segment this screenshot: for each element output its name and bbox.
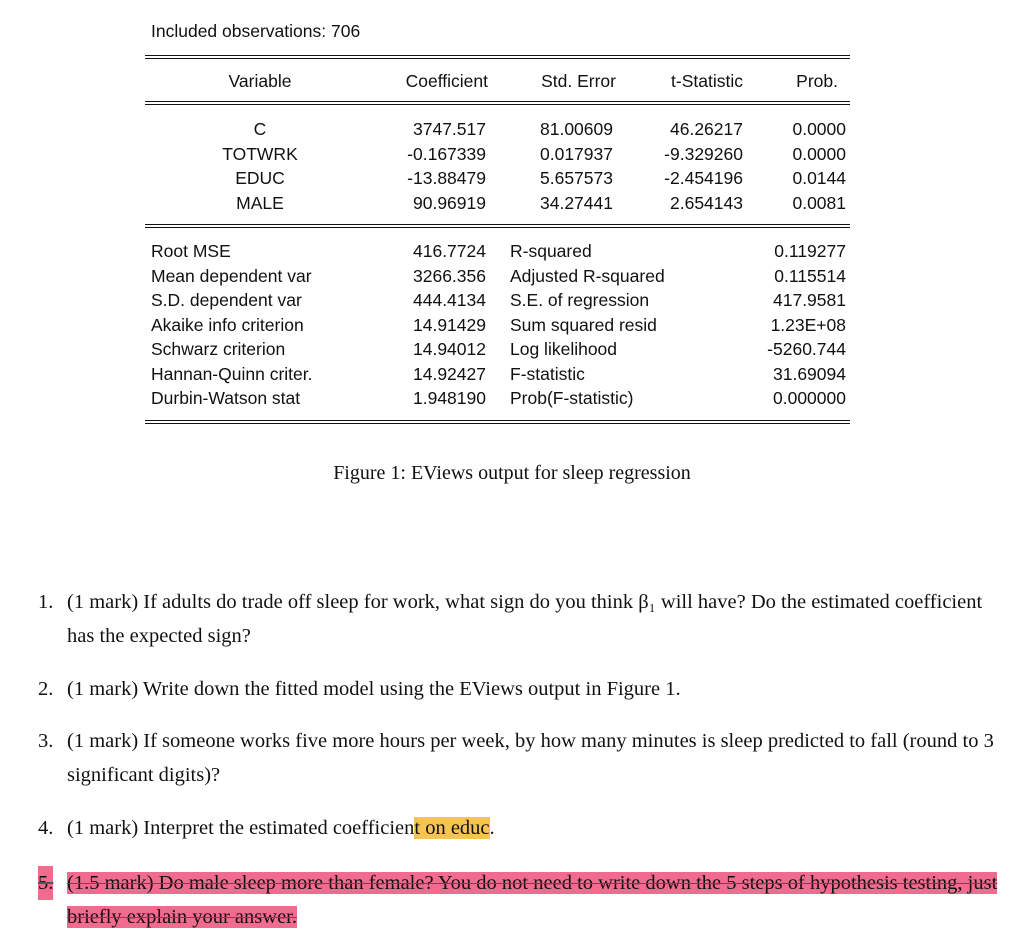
question-text-part: . xyxy=(489,817,495,839)
std-error-value: 81.00609 xyxy=(540,119,613,139)
std-error-value: 5.657573 xyxy=(540,168,613,188)
stat-label: R-squared xyxy=(510,241,592,261)
prob-value: 0.0000 xyxy=(792,143,846,164)
std-error-value: 0.017937 xyxy=(540,143,613,164)
table-header-row xyxy=(145,73,850,98)
coefficient-table xyxy=(145,121,850,219)
stats-row xyxy=(145,243,850,268)
stat-value: 0.119277 xyxy=(774,241,846,261)
t-statistic-value: -2.454196 xyxy=(664,168,743,188)
question-text: (1 mark) If someone works five more hours per week, by how many minutes is sleep predicted to fall (round to 3 significant digits)? xyxy=(67,730,994,786)
table-top-rule xyxy=(145,55,850,59)
question-number: 3. xyxy=(38,730,54,752)
question-text: (1 mark) Write down the fitted model using the EViews output in Figure 1. xyxy=(67,678,681,700)
stat-value: 14.92427 xyxy=(413,363,486,384)
coefficient-bottom-rule xyxy=(145,224,850,228)
prob-value: 0.0081 xyxy=(792,192,846,213)
stats-row xyxy=(145,390,850,415)
table-bottom-rule xyxy=(145,420,850,424)
header-std-error: Std. Error xyxy=(541,71,616,91)
question-text xyxy=(38,866,998,934)
stat-label: Mean dependent var xyxy=(151,265,312,286)
stat-value: 14.94012 xyxy=(413,339,486,359)
stat-label: Sum squared resid xyxy=(510,314,657,335)
stats-row xyxy=(145,314,850,342)
question-number: 1. xyxy=(38,591,54,613)
stat-value: 416.7724 xyxy=(413,241,486,261)
yellow-highlight: t on educ xyxy=(414,817,490,839)
stat-label: Adjusted R-squared xyxy=(510,265,665,286)
variable-name: C xyxy=(253,119,267,139)
stat-label: Schwarz criterion xyxy=(151,339,286,359)
question-4 xyxy=(38,811,998,845)
header-variable: Variable xyxy=(228,71,292,91)
stat-label: F-statistic xyxy=(510,363,585,384)
stat-label: S.E. of regression xyxy=(510,290,650,310)
question-5 xyxy=(38,866,998,934)
std-error-value: 34.27441 xyxy=(540,192,613,213)
stat-value: 0.115514 xyxy=(774,265,846,286)
question-text xyxy=(38,811,998,845)
question-text: (1 mark) If adults do trade off sleep for work, what sign do you think β₁ will have? Do the estimated coefficient has the expected sign? xyxy=(67,591,983,647)
t-statistic-value: -9.329260 xyxy=(664,143,743,164)
question-1 xyxy=(38,585,998,653)
header-prob: Prob. xyxy=(796,71,838,91)
figure-caption: Figure 1: EViews output for sleep regression xyxy=(333,462,691,484)
question-number: 4. xyxy=(38,817,54,839)
stat-label: Root MSE xyxy=(151,241,231,261)
question-text-part: (1 mark) Interpret the estimated coefficien xyxy=(67,817,415,839)
coefficient-value: -0.167339 xyxy=(407,143,486,164)
stat-label: Prob(F-statistic) xyxy=(510,388,634,408)
question-number: 2. xyxy=(38,678,54,700)
table-row xyxy=(145,192,850,220)
t-statistic-value: 46.26217 xyxy=(670,119,743,139)
coefficient-value: -13.88479 xyxy=(407,168,486,188)
stat-value: 444.4134 xyxy=(413,290,486,310)
included-observations: Included observations: 706 xyxy=(151,21,361,41)
stats-row xyxy=(145,265,850,293)
stat-value: 417.9581 xyxy=(773,290,846,310)
t-statistic-value: 2.654143 xyxy=(670,192,743,213)
stats-row xyxy=(145,292,850,317)
statistics-table xyxy=(145,243,850,415)
header-coefficient: Coefficient xyxy=(405,71,488,91)
stats-row xyxy=(145,341,850,366)
table-row xyxy=(145,170,850,195)
stat-value: 0.000000 xyxy=(773,388,846,408)
variable-name: EDUC xyxy=(235,168,285,188)
prob-value: 0.0144 xyxy=(792,168,846,188)
stat-label: Hannan-Quinn criter. xyxy=(151,363,313,384)
variable-name: MALE xyxy=(236,192,284,213)
stats-row xyxy=(145,363,850,391)
stat-value: 3266.356 xyxy=(413,265,486,286)
table-row xyxy=(145,121,850,146)
stat-value: 1.948190 xyxy=(413,388,486,408)
stat-value: 31.69094 xyxy=(773,363,846,384)
stat-value: -5260.744 xyxy=(767,339,846,359)
coefficient-value: 3747.517 xyxy=(413,119,486,139)
stat-label: Akaike info criterion xyxy=(151,314,304,335)
stat-label: Log likelihood xyxy=(510,339,618,359)
question-number: 5. xyxy=(38,866,53,900)
question-2 xyxy=(38,672,998,706)
question-3 xyxy=(38,724,998,792)
header-rule xyxy=(145,101,850,105)
stat-value: 1.23E+08 xyxy=(770,314,846,335)
pink-highlight: (1.5 mark) Do male sleep more than female? You do not need to write down the 5 steps of hypothesis testing, just briefly explain your answer. xyxy=(67,872,998,928)
variable-name: TOTWRK xyxy=(222,143,298,164)
stat-label: Durbin-Watson stat xyxy=(151,388,301,408)
header-t-statistic: t-Statistic xyxy=(671,71,743,91)
table-row xyxy=(145,143,850,171)
coefficient-value: 90.96919 xyxy=(413,192,486,213)
stat-value: 14.91429 xyxy=(413,314,486,335)
stat-label: S.D. dependent var xyxy=(151,290,302,310)
prob-value: 0.0000 xyxy=(792,119,846,139)
